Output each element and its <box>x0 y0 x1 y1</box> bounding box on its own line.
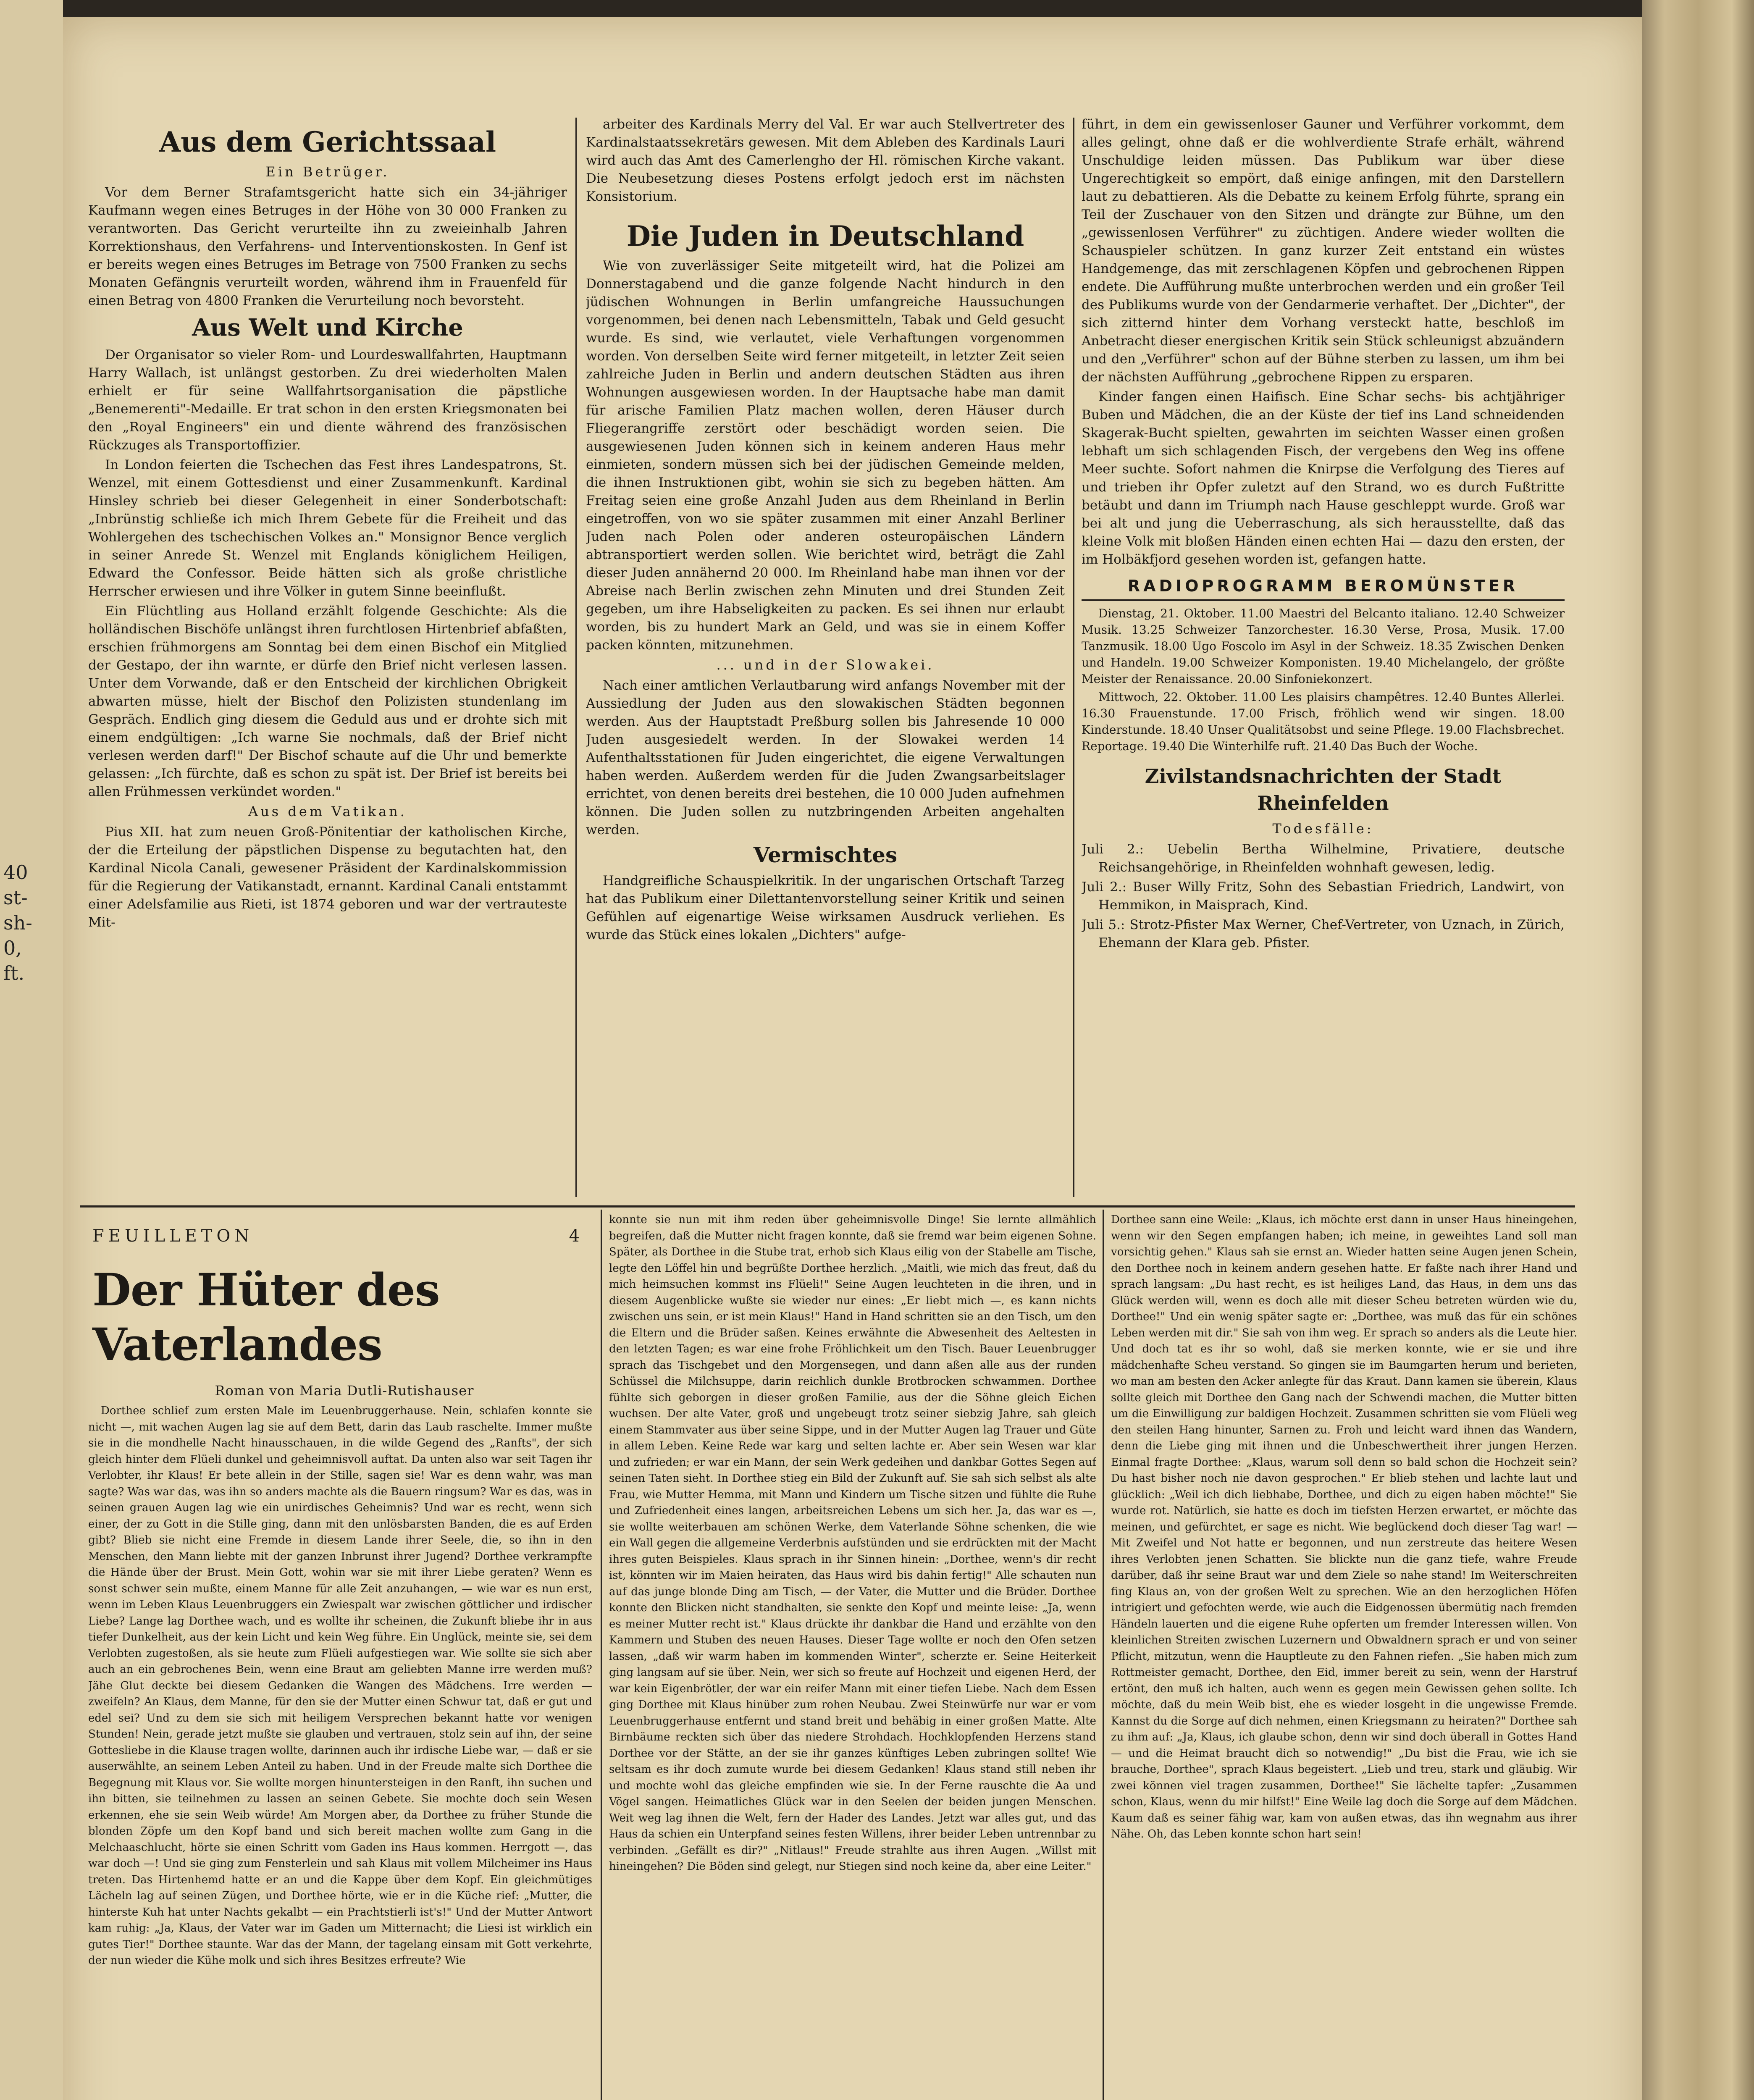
margin-fragment: sh- <box>3 911 32 934</box>
feuilleton-header <box>92 1226 596 1399</box>
article-paragraph: In London feierten die Tschechen das Fest ihres Landespatrons, St. Wenzel, mit einem Gottesdienst und einer Zusammenkunft. Kardinal Hinsley schrieb bei dieser Gelegenheit in einer Sonderbotschaft: „Inbrünstig schließe ich mich Ihrem Gebete für die Freiheit und das Wohlergehen des tschechischen Volkes an." Monsignor Bence verglich in seiner Anrede St. Wenzel mit Englands königlichem Heiligen, Edward the Confessor. Beide hätten sich als große christliche Herrscher erwiesen und ihre Völker in gutem Sinne beeinflußt. <box>88 457 567 599</box>
subheading-vatikan: Aus dem Vatikan. <box>248 803 407 819</box>
article-paragraph: Vor dem Berner Strafamtsgericht hatte sich ein 34-jähriger Kaufmann wegen eines Betruges in der Höhe von 30 000 Franken zu verantworten. Das Gericht verurteilte ihn zu zweieinhalb Jahren Korrektionshaus, den Verfahrens- und Interventionskosten. In Genf ist er bereits wegen eines Betruges im Betrage von 7500 Franken zu sechs Monaten Gefängnis verurteilt worden, während ihm in Frauenfeld für einen Betrag von 4800 Franken die Verurteilung noch bevorsteht. <box>88 185 567 308</box>
article-paragraph: Handgreifliche Schauspielkritik. In der ungarischen Ortschaft Tarzeg hat das Publikum einer Dilettantenvorstellung seiner Kritik und seinen Gefühlen auf eigenartige Weise wirksamen Ausdruck verliehen. Es wurde das Stück eines lokalen „Dichters" aufge- <box>586 873 1065 942</box>
radio-entry: Mittwoch, 22. Oktober. 11.00 Les plaisirs champêtres. 12.40 Buntes Allerlei. 16.30 Frauenstunde. 17.00 Frisch, fröhlich wend wir singen. 18.00 Kinderstunde. 18.40 Unser Qualitätsobst und seine Pflege. 19.00 Flachsbrechet. Reportage. 19.40 Die Winterhilfe ruft. 21.40 Das Buch der Woche. <box>1082 690 1565 753</box>
novel-text: Dorthee schlief zum ersten Male im Leuenbruggerhause. Nein, schlafen konnte sie nicht —, mit wachen Augen lag sie auf dem Bett, darin das Laub raschelte. Immer mußte sie in die mondhelle Nacht hinausschauen, in die wilde Gegend des „Ranfts", der sich gleich hinter dem Flüeli dunkel und geheimnisvoll auftat. Da unten also war seit Tagen ihr Verlobter, ihr Klaus! Er bete allein in der Stille, sagen sie! War es denn wahr, was man sagte? Was war das, was ihn so anders machte als die Bauern ringsum? War es das, was in seinen grauen Augen lag wie ein unirdisches Geheimnis? Und war es recht, wenn sich einer, der zu Gott in die Stille ging, dann mit den unlösbarsten Banden, die es auf Erden gibt? Blieb sie nicht eine Fremde in diesem Lande ihrer Seele, die, so ihn in den Menschen, den Mann liebte mit der ganzen Inbrunst ihrer Jugend? Dorthee verkrampfte die Hände über der Brust. Mein Gott, wohin war sie mit ihrer Liebe geraten? Wenn es sonst schwer sein mußte, einem Manne für alle Zeit anzuhangen, — wie war es nun erst, wenn im Leben Klaus Leuenbruggers ein Zwiespalt war zwischen göttlicher und irdischer Liebe? Lange lag Dorthee wach, und es wollte ihr scheinen, die Zukunft bliebe ihr in aus tiefer Dunkelheit, aus der kein Licht und kein Weg führe. Ein Unglück, meinte sie, sei dem Verlobten zugestoßen, als sie heute zum Flüeli aufgestiegen war. Wie sollte sie sich aber auch an ein gebrochenes Bein, wenn eine Braut am geliebten Manne irre werden muß? Jähe Glut deckte bei diesem Gedanken die Wangen des Mädchens. Irre werden — zweifeln? An Klaus, dem Manne, für den sie der Mutter einen Schwur tat, daß er gut und edel sei? Und zu dem sie sich mit heiligem Versprechen bekannt hatte vor wenigen Stunden! Nein, gerade jetzt mußte sie glauben und vertrauen, stolz sein auf ihn, der seine Gottesliebe in die Klause tragen wollte, darinnen auch ihr irdische Liebe war, — daß er sie auserwählte, an seinem Leben Anteil zu haben. Und in der Freude malte sich Dorthee die Begegnung mit Klaus vor. Sie wollte morgen hinuntersteigen in den Ranft, ihn suchen und ihn bitten, sie teilnehmen zu lassen an seinen Gebete. Sie mochte doch sein Wesen erkennen, ehe sie sein Weib würde! Am Morgen aber, da Dorthee zu früher Stunde die blonden Zöpfe um den Kopf band und sich bereit machen wollte zum Gang in die Melchaaschlucht, hörte sie einen Schritt vom Gaden ins Haus kommen. Herrgott —, das war doch —! Und sie ging zum Fensterlein und sah Klaus mit vollem Milcheimer ins Haus treten. Das Hirtenhemd hatte er an und die Kappe über dem Kopf. Ein gleichmütiges Lächeln lag auf seinen Zügen, und Dorthee hörte, wie er in die Küche rief: „Mutter, die hinterste Kuh hat unter Nachts gekalbt — ein Prachtstierli ist's!" Und der Mutter Antwort kam ruhig: „Ja, Klaus, der Vater war im Gaden um Mitternacht; die Liesi ist wirklich ein gutes Tier!" Dorthee staunte. War das der Mann, der tagelang einsam mit Gott verkehrte, der nun wieder die Kühe molk und sich ihres Besitzes erfreute? Wie <box>88 1404 592 1967</box>
heading-welt-kirche: Aus Welt und Kirche <box>192 314 463 341</box>
margin-fragment: 0, <box>3 937 22 959</box>
feuilleton-divider <box>80 1205 1575 1208</box>
article-paragraph: Wie von zuverlässiger Seite mitgeteilt wird, hat die Polizei am Donnerstagabend und die ganze folgende Nacht hindurch in den jüdischen Wohnungen in Berlin umfangreiche Haussuchungen vorgenommen, bei denen nach Lebensmitteln, Tabak und Geld gesucht wurde. Es sind, wie verlautet, viele Verhaftungen vorgenommen worden. Von derselben Seite wird ferner mitgeteilt, in letzter Zeit seien zahlreiche Juden in Berlin und andern deutschen Städten aus ihren Wohnungen ausgewiesen worden. In der Hauptsache habe man damit für arische Familien Platz machen wollen, deren Häuser durch Fliegerangriffe zerstört oder beschädigt worden seien. Die ausgewiesenen Juden können sich in keinem anderen Haus mehr einmieten, sondern müssen sich bei der jüdischen Gemeinde melden, die ihnen Instruktionen gibt, wohin sie sich zu begeben hätten. Am Freitag seien eine große Anzahl Juden aus dem Rheinland in Berlin eingetroffen, von wo sie später zusammen mit einer Anzahl Berliner Juden nach Polen oder anderen osteuropäischen Ländern abtransportiert werden sollen. Wie berichtet wird, beträgt die Zahl dieser Juden annähernd 20 000. Im Rheinland habe man ihnen vor der Abreise nach Berlin zwischen zehn Minuten und drei Stunden Zeit gegeben, um ihre Habseligkeiten zu packen. Es sei ihnen nur erlaubt worden, bis zu hundert Mark an Geld, und was sie in einem Koffer packen könnten, mitzunehmen. <box>586 258 1065 653</box>
feuilleton-column-3 <box>1111 1212 1577 2100</box>
feuilleton-column-1 <box>88 1403 592 2100</box>
civil-record: Juli 2.: Uebelin Bertha Wilhelmine, Privatiere, deutsche Reichsangehörige, in Rheinfelden wohnhaft gewesen, ledig. <box>1082 842 1565 875</box>
heading-zivilstand: Zivilstandsnachrichten der Stadt Rheinfelden <box>1145 765 1502 814</box>
radio-program-title: RADIOPROGRAMM BEROMÜNSTER <box>1082 575 1565 601</box>
subheading-betrueger: Ein Betrüger. <box>265 164 390 180</box>
civil-record: Juli 5.: Strotz-Pfister Max Werner, Chef-Vertreter, von Uznach, in Zürich, Ehemann der Klara geb. Pfister. <box>1082 917 1565 950</box>
book-edge <box>1642 0 1754 2100</box>
newspaper-page <box>63 17 1642 2100</box>
article-paragraph: Pius XII. hat zum neuen Groß-Pönitentiar der katholischen Kirche, der die Erteilung der päpstlichen Dispense zu begutachten hat, den Kardinal Nicola Canali, gewesener Präsident der Kardinalskommission für die Regierung der Vatikanstadt, ernannt. Kardinal Canali entstammt einer Adelsfamilie aus Rieti, ist 1874 geboren und war der vertrauteste Mit- <box>88 824 567 930</box>
novel-text: konnte sie nun mit ihm reden über geheimnisvolle Dinge! Sie lernte allmählich begreifen, daß die Mutter nicht fragen konnte, daß sie fremd war beim eigenen Sohne. Später, als Dorthee in die Stube trat, erhob sich Klaus eilig von der Stabelle am Tische, legte den Löffel hin und begrüßte Dorthee herzlich. „Maitli, wie mich das freut, daß du mich heimsuchen kommst ins Flüeli!" Seine Augen leuchteten in die ihren, und in diesem Augenblicke wußte sie wieder nur eines: „Er liebt mich —, es kann nichts zwischen uns sein, er ist mein Klaus!" Hand in Hand schritten sie an den Tisch, um den die Eltern und die Brüder saßen. Keines erwähnte die Abwesenheit des Aeltesten in den letzten Tagen; es war eine frohe Fröhlichkeit um den Tisch. Bauer Leuenbrugger sprach das Tischgebet und den Morgensegen, und dann aßen alle aus der runden Schüssel die Milchsuppe, darin reichlich dunkle Brotbrocken schwammen. Dorthee fühlte sich geborgen in dieser großen Familie, aus der die Söhne gleich Eichen wuchsen. Der alte Vater, groß und ungebeugt trotz seiner siebzig Jahre, sah gleich einem Stammvater aus über seine Sippe, und in der Mutter Augen lag Trauer und Güte in allem Leben. Keine Rede war karg und selten lachte er. Aber sein Wesen war klar und zufrieden; er war ein Mann, der sein Werk gedeihen und dankbar Gottes Segen auf seinen Taten sieht. In Dorthee stieg ein Bild der Zukunft auf. Sie sah sich selbst als alte Frau, wie Mutter Hemma, mit Mann und Kindern um Tische sitzen und fühlte die Ruhe und Zufriedenheit eines langen, arbeitsreichen Lebens um sich her. Ja, das war es —, sie wollte weiterbauen am schönen Werke, dem Vaterlande Söhne schenken, die wie ein Wall gegen die allgemeine Verderbnis aufstünden und sie erdrückten mit der Macht ihres guten Beispieles. Klaus sprach in ihr Sinnen hinein: „Dorthee, wenn's dir recht ist, könnten wir im Maien heiraten, das Haus wird bis dahin fertig!" Alle schauten nun auf das junge blonde Ding am Tisch, — der Vater, die Mutter und die Brüder. Dorthee konnte den Blicken nicht standhalten, sie senkte den Kopf und meinte leise: „Ja, wenn es meiner Mutter recht ist." Klaus drückte ihr dankbar die Hand und erzählte von den Kammern und Stuben des neuen Hauses. Dieser Tage wollte er noch den Ofen setzen lassen, „daß wir warm haben im kommenden Winter", scherzte er. Seine Heiterkeit ging langsam auf sie über. Nein, wer sich so freute auf Hochzeit und eigenen Herd, der war kein Eigenbrötler, der war ein reifer Mann mit einer tiefen Liebe. Nach dem Essen ging Dorthee mit Klaus hinüber zum rohen Neubau. Zwei Steinwürfe nur war er vom Leuenbruggerhause entfernt und stand breit und behäbig in einer großen Matte. Alte Birnbäume reckten sich über das niedere Strohdach. Hochklopfenden Herzens stand Dorthee vor der Stätte, an der sie ihr ganzes künftiges Leben zubringen sollte! Wie seltsam es ihr doch zumute wurde bei diesem Gedanken! Klaus stand still neben ihr und mochte wohl das gleiche empfinden wie sie. In der Ferne rauschte die Aa und Vögel sangen. Heimatliches Glück war in den Seelen der beiden jungen Menschen. Weit weg lag ihnen die Welt, fern der Hader des Landes. Jetzt war alles gut, und das Haus da schien ein Unterpfand seines festen Willens, ihrer beider Leben untrennbar zu verbinden. „Gefällt es dir?" „Nitlaus!" Freude strahlte aus ihren Augen. „Willst mit hineingehen? Die Böden sind gelegt, nur Stiegen sind noch keine da, aber eine Leiter." <box>609 1213 1096 1873</box>
article-paragraph: Ein Flüchtling aus Holland erzählt folgende Geschichte: Als die holländischen Bischöfe unlängst ihren furchtlosen Hirtenbrief abfaßten, erschien frühmorgens am Sonntag bei dem einen Bischof ein Mitglied der Gestapo, der ihn warnte, er dürfe den Brief nicht verlesen lassen. Unter dem Vorwande, daß er den Entscheid der kirchlichen Obrigkeit abwarten müsse, hielt der Bischof den Polizisten stundenlang im Gespräch. Endlich ging diesem die Geduld aus und er drohte sich mit einem endgültigen: „Ich warne Sie nochmals, daß der Brief nicht verlesen werden darf!" Der Bischof schaute auf die Uhr und bemerkte gelassen: „Ich fürchte, daß es schon zu spät ist. Der Brief ist bereits bei allen Frühmessen verkündet worden." <box>88 604 567 799</box>
heading-gerichtssaal: Aus dem Gerichtssaal <box>159 126 496 158</box>
novel-text: Dorthee sann eine Weile: „Klaus, ich möchte erst dann in unser Haus hineingehen, wenn wir den Segen empfangen haben; ich meine, in geweihtes Land soll man vorsichtig gehen." Klaus sah sie ernst an. Wieder hatten seine Augen jenen Schein, den Dorthee noch in keinem andern gesehen hatte. Er faßte nach ihrer Hand und sprach langsam: „Du hast recht, es ist heiliges Land, das Haus, in dem uns das Glück werden will, wenn es doch alle mit dieser Scheu betreten würden wie du, Dorthee!" Und ein wenig später sagte er: „Dorthee, was muß das für ein schönes Leben werden mit dir." Sie sah von ihm weg. Er sprach so anders als die Leute hier. Und doch tat es ihr so wohl, daß sie merken konnte, wie er sie und ihre mädchenhafte Scheu verstand. So gingen sie im Baumgarten herum und berieten, wo man am besten den Acker anlegte für das Kraut. Dann kamen sie überein, Klaus sollte gleich mit Dorthee den Gang nach der Schwendi machen, die Mutter bitten um die Einwilligung zur baldigen Hochzeit. Zusammen schritten sie vom Flüeli weg den steilen Hang hinunter, Sarnen zu. Froh und leicht ward ihnen das Wandern, denn die Liebe ging mit ihnen und die Unbeschwertheit ihrer jungen Herzen. Einmal fragte Dorthee: „Klaus, warum soll denn so bald schon die Hochzeit sein? Du hast bisher noch nie davon gesprochen." Er blieb stehen und lachte laut und glücklich: „Weil ich dich liebhabe, Dorthee, und dich zu eigen haben möchte!" Sie wurde rot. Natürlich, sie hatte es doch im tiefsten Herzen erwartet, er möchte das meinen, und gefürchtet, er sage es nicht. Wie beglückend doch dieser Tag war! — Mit Zweifel und Not hatte er begonnen, und nun zerstreute das heitere Wesen ihres Verlobten jenen Schatten. Sie blickte nun die ganz tiefe, wahre Freude darüber, daß ihr seine Braut war und dem Ziele so nahe stand! Im Weiterschreiten fing Klaus an, von der großen Welt zu sprechen. Wie an den herzoglichen Höfen intrigiert und gefochten werde, wie auch die Eidgenossen übermütig nach fremden Händeln lauerten und die eigene Ruhe opferten um fremder Interessen willen. Von kleinlichen Streiten zwischen Luzernern und Obwaldnern sprach er und von seiner Pflicht, mitzutun, wenn die Hauptleute zu den Fahnen riefen. „Sie haben mich zum Rottmeister gemacht, Dorthee, den Eid, immer bereit zu sein, wenn der Harstruf ertönt, den muß ich halten, auch wenn es gegen mein Gewissen gehen sollte. Ich möchte, daß du mein Weib bist, ehe es wieder losgeht in die ungewisse Fremde. Kannst du die Sorge auf dich nehmen, einen Kriegsmann zu heiraten?" Dorthee sah zu ihm auf: „Ja, Klaus, ich glaube schon, denn wir sind doch überall in Gottes Hand — und die Heimat braucht dich so notwendig!" „Du bist die Frau, wie ich sie brauche, Dorthee", sprach Klaus begeistert. „Lieb und treu, stark und gläubig. Wir zwei können viel tragen zusammen, Dorthee!" Sie lächelte tapfer: „Zusammen schon, Klaus, wenn du mir hilfst!" Eine Weile lag doch die Sorge auf dem Mädchen. Kaum daß es seiner fähig war, kam von außen etwas, das ihn wegnahm aus ihrer Nähe. Oh, das Leben konnte schon hart sein! <box>1111 1213 1577 1840</box>
article-paragraph: führt, in dem ein gewissenloser Gauner und Verführer vorkommt, dem alles gelingt, ohne daß er die wohlverdiente Strafe erhält, während Unschuldige leiden müssen. Das Publikum war über diese Ungerechtigkeit so empört, daß einige anfingen, mit den Darstellern laut zu debattieren. Als die Debatte zu keinem Erfolg führte, sprang ein Teil der Zuschauer von den Sitzen und drängte zur Bühne, um den „gewissenlosen Verführer" zu züchtigen. Andere wieder wollten die Schauspieler schützen. In ganz kurzer Zeit entstand ein wüstes Handgemenge, das mit zerschlagenen Köpfen und gebrochenen Rippen endete. Die Aufführung mußte unterbrochen werden und ein großer Teil des Publikums wurde von der Gendarmerie verhaftet. Der „Dichter", der sich zitternd hinter dem Vorhang versteckt hatte, beschloß im Anbetracht dieser energischen Kritik sein Stück schleunigst abzuändern und den „Verführer" schon auf der Bühne sterben zu lassen, um ihm bei der nächsten Aufführung „gebrochene Rippen zu ersparen. <box>1082 117 1565 385</box>
feuilleton-column-2 <box>609 1212 1096 2100</box>
column-3 <box>1082 116 1565 1197</box>
subheading-slowakei: ... und in der Slowakei. <box>716 657 935 673</box>
feuilleton-label: FEUILLETON <box>92 1226 254 1246</box>
novel-title: Der Hüter des Vaterlandes <box>92 1263 440 1370</box>
article-paragraph: Kinder fangen einen Haifisch. Eine Schar sechs- bis achtjähriger Buben und Mädchen, die an der Küste der tief ins Land schneidenden Skagerak-Bucht spielten, gewahrten im seichten Wasser einen großen lebhaft um sich schlagenden Fisch, der vergebens den Weg ins offene Meer suchte. Sofort nahmen die Knirpse die Verfolgung des Tieres auf und trieben ihr Opfer zuletzt auf den Strand, wo es durch Fußtritte betäubt und dann im Triumph nach Hause geschleppt wurde. Groß war bei alt und jung die Ueberraschung, als sich herausstellte, daß das kleine Volk mit bloßen Händen einen echten Hai — dazu den ersten, der im Holbäkfjord gesehen worden ist, gefangen hatte. <box>1082 389 1565 567</box>
column-2 <box>586 116 1065 1197</box>
civil-record: Juli 2.: Buser Willy Fritz, Sohn des Sebastian Friedrich, Landwirt, von Hemmikon, in Maisprach, Kind. <box>1082 879 1565 913</box>
subheading-todesfaelle: Todesfälle: <box>1272 821 1374 837</box>
column-rule <box>1073 118 1074 1197</box>
radio-entry: Dienstag, 21. Oktober. 11.00 Maestri del Belcanto italiano. 12.40 Schweizer Musik. 13.25 Schweizer Tanzorchester. 16.30 Verse, Prosa, Musik. 17.00 Tanzmusik. 18.00 Ugo Foscolo im Asyl in der Schweiz. 18.35 Zwischen Denken und Handeln. 19.00 Schweizer Komponisten. 19.40 Michelangelo, der größte Meister der Renaissance. 20.00 Sinfoniekonzert. <box>1082 606 1565 686</box>
heading-vermischtes: Vermischtes <box>753 843 898 867</box>
article-paragraph: Nach einer amtlichen Verlautbarung wird anfangs November mit der Aussiedlung der Juden aus den slowakischen Städten begonnen werden. Aus der Hauptstadt Preßburg sollen bis Jahresende 10 000 Juden ausgesiedelt werden. In der Slowakei werden 14 Aufenthaltsstationen für Juden eingerichtet, die eigene Verwaltungen haben werden. Außerdem werden für die Juden Zwangsarbeitslager errichtet, von denen bereits drei bestehen, die 10 000 Juden aufnehmen können. Die Juden sollen zu nutzbringenden Arbeiten angehalten werden. <box>586 678 1065 837</box>
margin-fragment: 40 <box>3 861 28 884</box>
previous-page-edge <box>0 0 63 2100</box>
margin-fragment: st- <box>3 886 28 909</box>
novel-author: Roman von Maria Dutli-Rutishauser <box>215 1383 474 1399</box>
column-rule <box>575 118 577 1197</box>
column-rule <box>1103 1210 1104 2100</box>
column-1 <box>88 122 567 1197</box>
article-paragraph: Der Organisator so vieler Rom- und Lourdeswallfahrten, Hauptmann Harry Wallach, ist unlängst gestorben. Zu drei wiederholten Malen erhielt er für seine Wallfahrtsorganisation die päpstliche „Benemerenti"-Medaille. Er trat schon in den ersten Kriegsmonaten bei den „Royal Engineers" ein und diente während des französischen Rückzuges als Transportoffizier. <box>88 347 567 453</box>
column-rule <box>601 1210 602 2100</box>
margin-fragment: ft. <box>3 962 25 984</box>
article-paragraph: arbeiter des Kardinals Merry del Val. Er war auch Stellvertreter des Kardinalstaatssekretärs gewesen. Mit dem Ableben des Kardinals Lauri wird auch das Amt des Camerlengho der Hl. römischen Kirche vakant. Die Neubesetzung dieses Postens erfolgt jedoch erst im nächsten Konsistorium. <box>586 117 1065 204</box>
installment-number: 4 <box>569 1226 580 1246</box>
heading-juden-deutschland: Die Juden in Deutschland <box>626 220 1024 252</box>
